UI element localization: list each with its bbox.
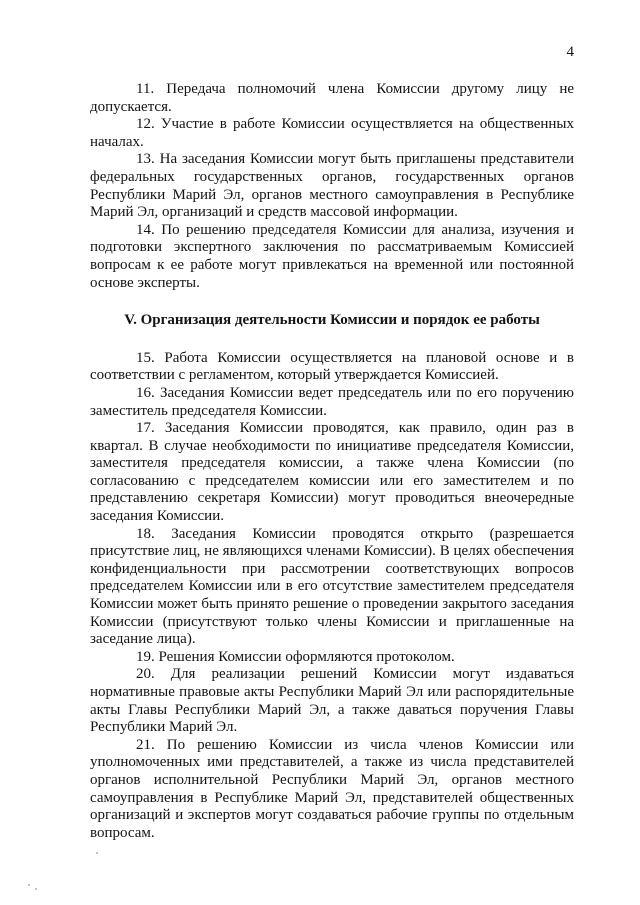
paragraph-20: 20. Для реализации решений Комиссии могут издаваться нормативные правовые акты Республики Марий Эл или распорядительные акты Главы Республики Марий Эл, а также даваться поручения Главы Республики Марий Эл. [90,666,574,736]
paragraph-14: 14. По решению председателя Комиссии для анализа, изучения и подготовки экспертного заключения по рассматриваемым Комиссией вопросам к ее работе могут привлекаться на временной или постоянной основе эксперты. [90,221,574,291]
document-body [90,81,574,842]
paragraph-16: 16. Заседания Комиссии ведет председатель или по его поручению заместитель председателя Комиссии. [90,384,574,419]
scan-artifact [28,884,30,886]
paragraph-21: 21. По решению Комиссии из числа членов Комиссии или уполномоченных ими представителей, а также из числа представителей органов исполнительной Республики Марий Эл, органов местного самоуправления в Республике Марий Эл, представителей общественных организаций и экспертов могут создаваться рабочие группы по отдельным вопросам. [90,736,574,841]
paragraph-11: 11. Передача полномочий члена Комиссии другому лицу не допускается. [90,81,574,115]
paragraph-18: 18. Заседания Комиссии проводятся открыто (разрешается присутствие лиц, не являющихся членами Комиссии). В целях обеспечения конфиденциальности при рассмотрении соответствующих вопросов председателем Комиссии или в его отсутствие заместителем председателя Комиссии может быть принято решение о проведении закрытого заседания Комиссии (присутствуют только члены Комиссии и приглашенные на заседание лица). [90,525,574,648]
paragraph-12: 12. Участие в работе Комиссии осуществляется на общественных началах. [90,116,574,150]
scan-artifact [96,852,98,854]
section-heading: V. Организация деятельности Комиссии и порядок ее работы [124,312,540,329]
paragraph-19: 19. Решения Комиссии оформляются протоколом. [136,648,455,665]
paragraph-17: 17. Заседания Комиссии проводятся, как правило, один раз в квартал. В случае необходимости по инициативе председателя Комиссии, заместителя председателя комиссии, а также члена Комиссии (по согласованию с председателем комиссии или его заместителем и по представлению секретаря Комиссии) могут проводиться внеочередные заседания Комиссии. [90,420,574,525]
scan-artifact [35,888,37,890]
paragraph-13: 13. На заседания Комиссии могут быть приглашены представители федеральных государственных органов, государственных органов Республики Марий Эл, органов местного самоуправления в Республике Марий Эл, организаций и средств массовой информации. [90,151,574,221]
page-number: 4 [566,44,574,60]
paragraph-15: 15. Работа Комиссии осуществляется на плановой основе и в соответствии с регламентом, который утверждается Комиссией. [90,349,574,384]
